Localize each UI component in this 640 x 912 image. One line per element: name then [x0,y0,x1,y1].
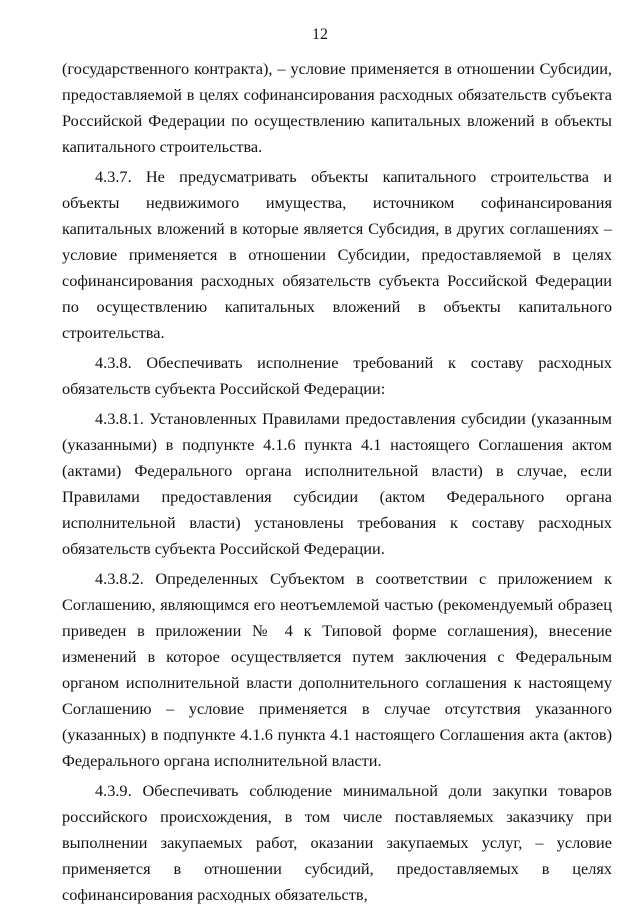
paragraph-4-3-8-2: 4.3.8.2. Определенных Субъектом в соответствии с приложением к Соглашению, являющимся его неотъемлемой частью (рекомендуемый образец приведен в приложении № 4 к Типовой форме соглашения), внесение изменений в которое осуществляется путем заключения с Федеральным органом исполнительной власти дополнительного соглашения к настоящему Соглашению – условие применяется в случае отсутствия указанного (указанных) в подпункте 4.1.6 пункта 4.1 настоящего Соглашения акта (актов) Федерального органа исполнительной власти. [62,569,612,770]
paragraph-4-3-8: 4.3.8. Обеспечивать исполнение требований к составу расходных обязательств субъекта Российской Федерации: [62,353,612,398]
paragraph-continuation: (государственного контракта), – условие применяется в отношении Субсидии, предоставляемой в целях софинансирования расходных обязательств субъекта Российской Федерации по осуществлению капитальных вложений в объекты капитального строительства. [62,59,612,156]
document-body [62,56,612,912]
paragraph-4-3-7: 4.3.7. Не предусматривать объекты капитального строительства и объекты недвижимого имущества, источником софинансирования капитальных вложений в которые является Субсидия, в других соглашениях – условие применяется в отношении Субсидии, предоставляемой в целях софинансирования расходных обязательств субъекта Российской Федерации по осуществлению капитальных вложений в объекты капитального строительства. [62,167,612,342]
paragraph-4-3-9: 4.3.9. Обеспечивать соблюдение минимальной доли закупки товаров российского происхождения, в том числе поставляемых заказчику при выполнении закупаемых работ, оказании закупаемых услуг, – условие применяется в отношении субсидий, предоставляемых в целях софинансирования расходных обязательств, [62,781,612,904]
page-number: 12 [312,26,328,43]
paragraph-4-3-8-1: 4.3.8.1. Установленных Правилами предоставления субсидии (указанным (указанными) в подпункте 4.1.6 пункта 4.1 настоящего Соглашения актом (актами) Федерального органа исполнительной власти) в случае, если Правилами предоставления субсидии (актом Федерального органа исполнительной власти) установлены требования к составу расходных обязательств субъекта Российской Федерации. [62,409,612,558]
